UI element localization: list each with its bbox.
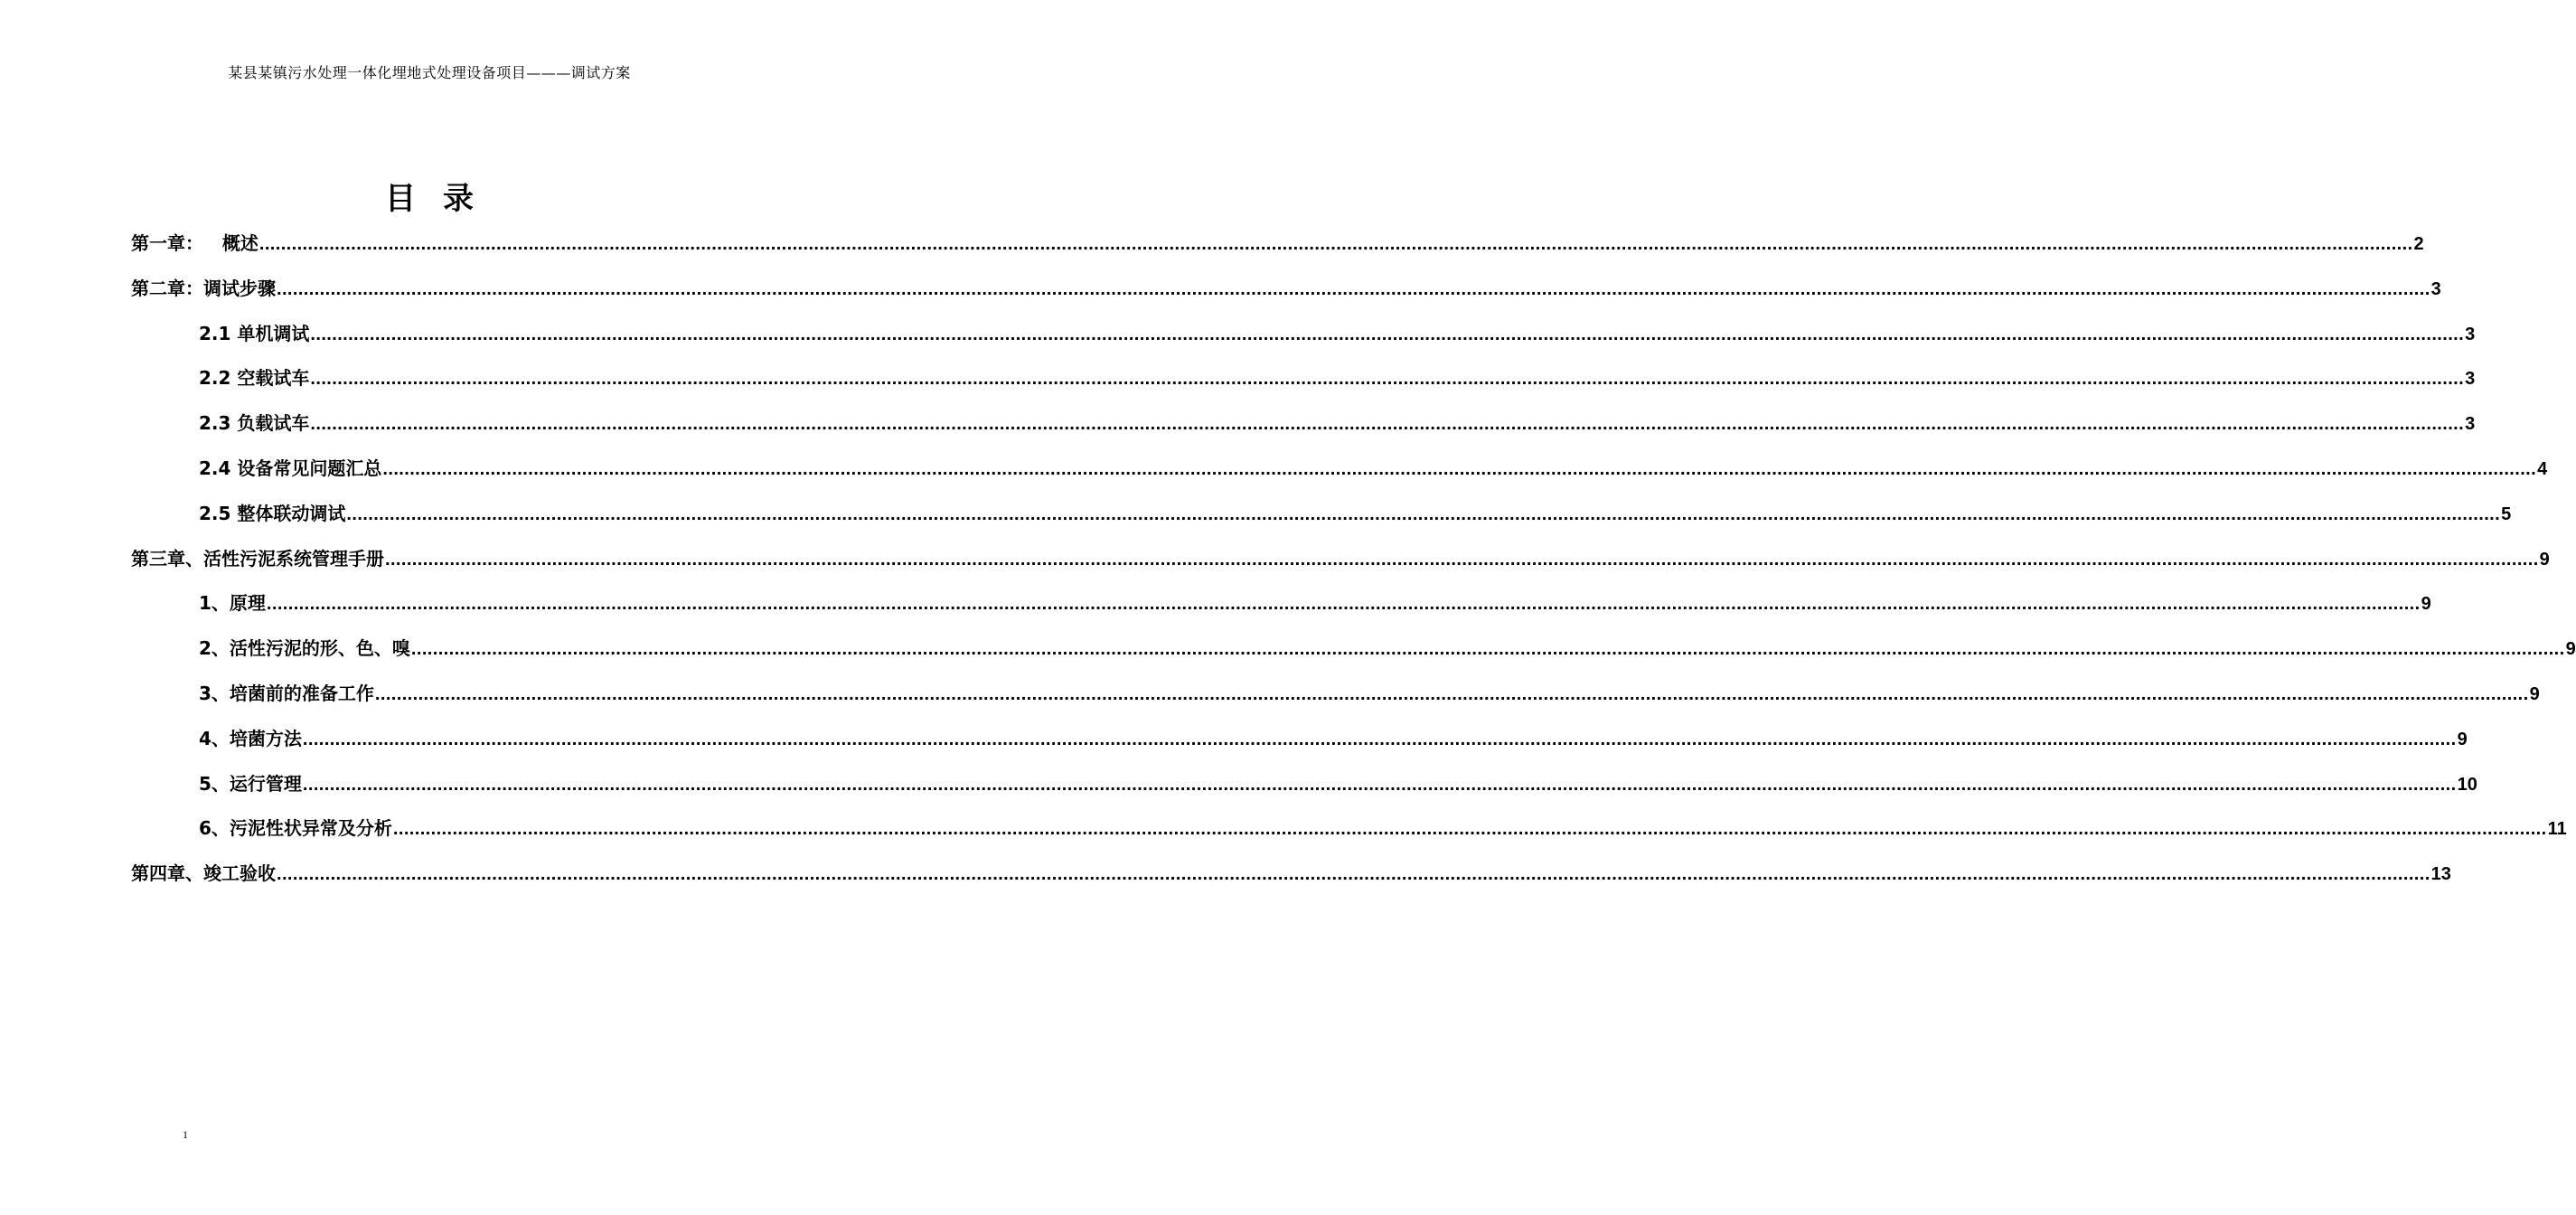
toc-entry-label: 2.2 空载试车 [199, 367, 310, 389]
toc-leader-dots: ................................................................................................................................................................................................................................................................................................................................................................................................................ [374, 684, 2529, 704]
toc-leader-dots: ................................................................................................................................................................................................................................................................................................................................................................................................................ [385, 550, 2539, 570]
toc-entry-page: 9 [2565, 639, 2576, 659]
toc-entry-label: 5、运行管理 [199, 773, 302, 795]
toc-entry[interactable] [199, 725, 2468, 752]
toc-entry-label: 6、污泥性状异常及分析 [199, 817, 392, 839]
toc-entry-label: 2.3 负载试车 [199, 412, 310, 434]
toc-entry-page: 9 [2529, 684, 2540, 704]
toc-entry-label: 4、培菌方法 [199, 728, 302, 749]
toc-entry-page: 3 [2465, 325, 2476, 344]
toc-entry-label: 2.5 整体联动调试 [199, 503, 346, 524]
toc-leader-dots: ................................................................................................................................................................................................................................................................................................................................................................................................................ [277, 864, 2430, 884]
toc-entry[interactable] [131, 545, 2550, 572]
toc-entry[interactable] [199, 589, 2431, 617]
toc-entry-label: 1、原理 [199, 592, 266, 614]
toc-leader-dots: ................................................................................................................................................................................................................................................................................................................................................................................................................ [392, 819, 2547, 839]
toc-title: 目录 [385, 181, 501, 217]
toc-entry[interactable] [199, 364, 2476, 391]
toc-entry[interactable] [199, 680, 2540, 707]
toc-entry-label: 第一章： 概述 [131, 232, 259, 254]
toc-entry-page: 11 [2547, 819, 2567, 839]
toc-leader-dots: ................................................................................................................................................................................................................................................................................................................................................................................................................ [302, 730, 2457, 749]
toc-entry-page: 2 [2413, 234, 2424, 254]
toc-entry-label: 第二章：调试步骤 [131, 278, 276, 299]
toc-entry[interactable] [131, 275, 2441, 302]
toc-leader-dots: ................................................................................................................................................................................................................................................................................................................................................................................................................ [310, 414, 2465, 434]
toc-entry-label: 2、活性污泥的形、色、嗅 [199, 637, 410, 659]
toc-entry-page: 3 [2465, 414, 2476, 434]
toc-entry-page: 3 [2430, 279, 2441, 299]
toc-entry-page: 9 [2539, 550, 2550, 570]
toc-entry[interactable] [199, 410, 2476, 437]
toc-entry-label: 第四章、竣工验收 [131, 862, 276, 884]
toc-entry-page: 13 [2430, 864, 2451, 884]
toc-entry-label: 2.4 设备常见问题汇总 [199, 457, 382, 479]
toc-entry[interactable] [131, 230, 2424, 257]
toc-leader-dots: ................................................................................................................................................................................................................................................................................................................................................................................................................ [346, 504, 2501, 524]
toc-entry-page: 4 [2537, 459, 2548, 479]
toc-entry-label: 2.1 单机调试 [199, 323, 310, 344]
toc-leader-dots: ................................................................................................................................................................................................................................................................................................................................................................................................................ [302, 775, 2457, 795]
toc-leader-dots: ................................................................................................................................................................................................................................................................................................................................................................................................................ [382, 459, 2537, 479]
toc-leader-dots: ................................................................................................................................................................................................................................................................................................................................................................................................................ [277, 279, 2430, 299]
toc-leader-dots: ................................................................................................................................................................................................................................................................................................................................................................................................................ [259, 234, 2413, 254]
toc-entry-page: 3 [2465, 369, 2476, 389]
toc-entry-page: 9 [2457, 730, 2468, 749]
toc-entry[interactable] [199, 815, 2567, 842]
toc-leader-dots: ................................................................................................................................................................................................................................................................................................................................................................................................................ [410, 639, 2565, 659]
footer-page-number: 1 [183, 1128, 188, 1141]
toc-leader-dots: ................................................................................................................................................................................................................................................................................................................................................................................................................ [310, 369, 2465, 389]
running-header: 某县某镇污水处理一体化埋地式处理设备项目———调试方案 [228, 64, 631, 81]
toc-entry[interactable] [199, 320, 2476, 347]
toc-entry-label: 第三章、活性污泥系统管理手册 [131, 548, 384, 570]
toc-entry[interactable] [131, 860, 2451, 887]
toc-leader-dots: ................................................................................................................................................................................................................................................................................................................................................................................................................ [266, 594, 2421, 614]
toc-entry-page: 10 [2457, 775, 2477, 795]
toc-entry-label: 3、培菌前的准备工作 [199, 683, 374, 704]
toc-entry-page: 9 [2421, 594, 2431, 614]
toc-leader-dots: ................................................................................................................................................................................................................................................................................................................................................................................................................ [310, 325, 2465, 344]
toc-entry[interactable] [199, 455, 2548, 482]
toc-entry-page: 5 [2501, 504, 2512, 524]
toc-entry[interactable] [199, 500, 2512, 527]
toc-entry[interactable] [199, 635, 2576, 662]
toc-entry[interactable] [199, 770, 2477, 797]
